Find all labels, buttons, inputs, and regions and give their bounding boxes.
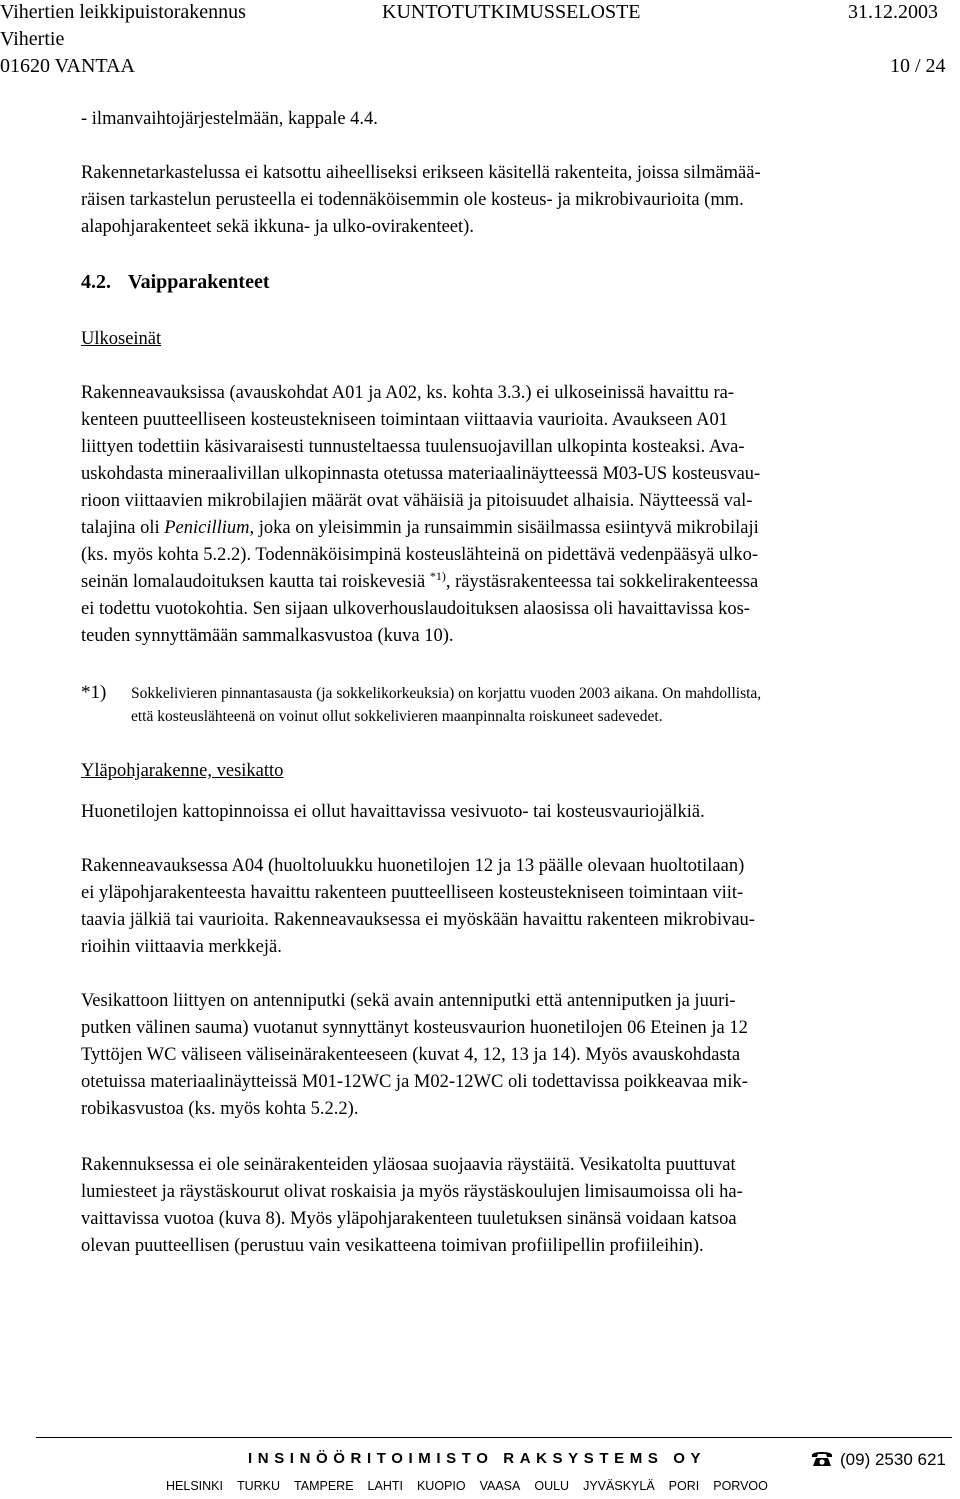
text-line: rioon viittaavien mikrobilajien määrät ovat vähäisiä ja pitoisuudet alhaisia. Näytteessä val- xyxy=(81,491,753,511)
footer-city: TURKU xyxy=(236,1479,281,1493)
text-line: Rakennuksessa ei ole seinärakenteiden yläosaa suojaavia räystäitä. Vesikatolta puuttuvat xyxy=(81,1155,736,1175)
footnote-reference: *1) xyxy=(429,568,446,583)
header-date: 31.12.2003 xyxy=(848,1,938,23)
text-fragment: talajina oli xyxy=(81,518,165,538)
text-fragment: , räystäsrakenteessa tai sokkelirakenteessa xyxy=(445,572,759,592)
header-postal-city: 01620 VANTAA xyxy=(0,55,135,77)
species-name: Penicillium xyxy=(164,518,250,538)
text-line xyxy=(81,569,760,596)
footer-divider xyxy=(36,1437,952,1438)
text-line: (ks. myös kohta 5.2.2). Todennäköisimpinä kosteuslähteinä on pidettävä vedenpääsyä ulko- xyxy=(81,545,759,565)
header-street: Vihertie xyxy=(0,28,65,50)
footer-city: PORVOO xyxy=(713,1479,768,1493)
text-fragment: seinän lomalaudoituksen kautta tai roiskevesiä xyxy=(81,572,430,592)
section-title: Vaipparakenteet xyxy=(128,271,270,293)
text-line: Vesikattoon liittyen on antenniputki (sekä avain antenniputki että antenniputken ja juuri- xyxy=(81,991,736,1011)
subsection-heading-ylapohja: Yläpohjarakenne, vesikatto xyxy=(81,761,284,781)
text-line: vaittavissa vuotoa (kuva 8). Myös yläpohjarakenteen tuuletuksen sinänsä voidaan katsoa xyxy=(81,1209,737,1229)
footnote-line: että kosteuslähteenä on voinut ollut sokkelivieren maanpinnalta roiskuneet sadevedet. xyxy=(131,708,663,725)
text-line: rioihin viittaavia merkkejä. xyxy=(81,937,282,957)
text-line: olevan puutteellisen (perustuu vain vesikatteena toimivan profiilipellin profiileihin). xyxy=(81,1236,704,1256)
ylapohja-paragraph-2 xyxy=(81,853,755,961)
section-number: 4.2. xyxy=(81,271,111,293)
text-line: taavia jälkiä tai vaurioita. Rakenneavauksessa ei myöskään havaittu rakenteen mikrobivau- xyxy=(81,910,755,930)
intro-paragraph xyxy=(81,160,761,241)
footer-city: OULU xyxy=(534,1479,570,1493)
ylapohja-paragraph-3 xyxy=(81,988,748,1123)
text-line: ei yläpohjarakenteesta havaittu rakenteen puutteelliseen kosteustekniseen toimintaan viit- xyxy=(81,883,744,903)
page-number: 10 / 24 xyxy=(890,55,946,77)
text-line xyxy=(81,515,760,542)
footer-city: PORI xyxy=(668,1479,700,1493)
header-project-name: Vihertien leikkipuistorakennus xyxy=(0,1,246,23)
text-line: uskohdasta mineraalivillan ulkopinnasta otetussa materiaalinäytteessä M03-US kosteusvau- xyxy=(81,464,761,484)
telephone-icon xyxy=(810,1449,834,1472)
footer-city: VAASA xyxy=(479,1479,521,1493)
text-line: ei todettu vuotokohtia. Sen sijaan ulkoverhouslaudoituksen alaosissa oli havaittavissa kos- xyxy=(81,599,750,619)
text-line: Rakenneavauksissa (avauskohdat A01 ja A02, ks. kohta 3.3.) ei ulkoseinissä havaittu ra- xyxy=(81,383,735,403)
text-line: Rakenneavauksessa A04 (huoltoluukku huonetilojen 12 ja 13 päälle olevaan huoltotilaan) xyxy=(81,856,745,876)
footer-city: KUOPIO xyxy=(416,1479,466,1493)
text-line: Tyttöjen WC väliseen väliseinärakenteeseen (kuvat 4, 12, 13 ja 14). Myös avauskohdasta xyxy=(81,1045,741,1065)
footnote-line: Sokkelivieren pinnantasausta (ja sokkelikorkeuksia) on korjattu vuoden 2003 aikana. On mahdollista, xyxy=(131,685,762,702)
text-line: Rakennetarkastelussa ei katsottu aiheelliseksi erikseen käsitellä rakenteita, joissa silmämää- xyxy=(81,163,761,183)
footer-city: LAHTI xyxy=(367,1479,403,1493)
footer-cities xyxy=(166,1479,768,1493)
text-line: putken välinen sauma) vuotanut synnyttänyt kosteusvaurion huonetilojen 06 Eteinen ja 12 xyxy=(81,1018,748,1038)
text-line: robikasvustoa (ks. myös kohta 5.2.2). xyxy=(81,1099,359,1119)
header-document-type: KUNTOTUTKIMUSSELOSTE xyxy=(382,1,641,23)
text-line: räisen tarkastelun perusteella ei todennäköisemmin ole kosteus- ja mikrobivaurioita (mm. xyxy=(81,190,744,210)
text-line: alapohjarakenteet sekä ikkuna- ja ulko-ovirakenteet). xyxy=(81,217,474,237)
text-line: liittyen todettiin käsivaraisesti tunnusteltaessa tuulensuojavillan ulkopinta kosteaksi. Ava- xyxy=(81,437,745,457)
subsection-heading-ulkoseinat: Ulkoseinät xyxy=(81,329,162,349)
ylapohja-paragraph-1: Huonetilojen kattopinnoissa ei ollut havaittavissa vesivuoto- tai kosteusvauriojälkiä. xyxy=(81,802,705,822)
footer-company-name: INSINÖÖRITOIMISTO RAKSYSTEMS OY xyxy=(248,1450,707,1467)
footer-city: HELSINKI xyxy=(166,1479,223,1493)
footer-phone: (09) 2530 621 xyxy=(840,1450,946,1469)
text-line: otetuissa materiaalinäytteissä M01-12WC ja M02-12WC oli todettavissa poikkeavaa mik- xyxy=(81,1072,748,1092)
text-line: lumiesteet ja räystäskourut olivat roskaisia ja myös räystäskoulujen limisaumoissa oli ha- xyxy=(81,1182,743,1202)
list-item: - ilmanvaihtojärjestelmään, kappale 4.4. xyxy=(81,109,378,129)
text-fragment: , joka on yleisimmin ja runsaimmin sisäilmassa esiintyvä mikrobilaji xyxy=(249,518,759,538)
footer-city: JYVÄSKYLÄ xyxy=(583,1479,655,1493)
text-line: kenteen puutteelliseen kosteustekniseen toimintaan viittaavia vaurioita. Avaukseen A01 xyxy=(81,410,728,430)
text-line: teuden synnyttämään sammalkasvustoa (kuva 10). xyxy=(81,626,454,646)
footnote-marker: *1) xyxy=(81,682,107,703)
footer-city: TAMPERE xyxy=(294,1479,354,1493)
ulkoseinat-paragraph xyxy=(81,380,760,650)
ylapohja-paragraph-4 xyxy=(81,1152,743,1260)
